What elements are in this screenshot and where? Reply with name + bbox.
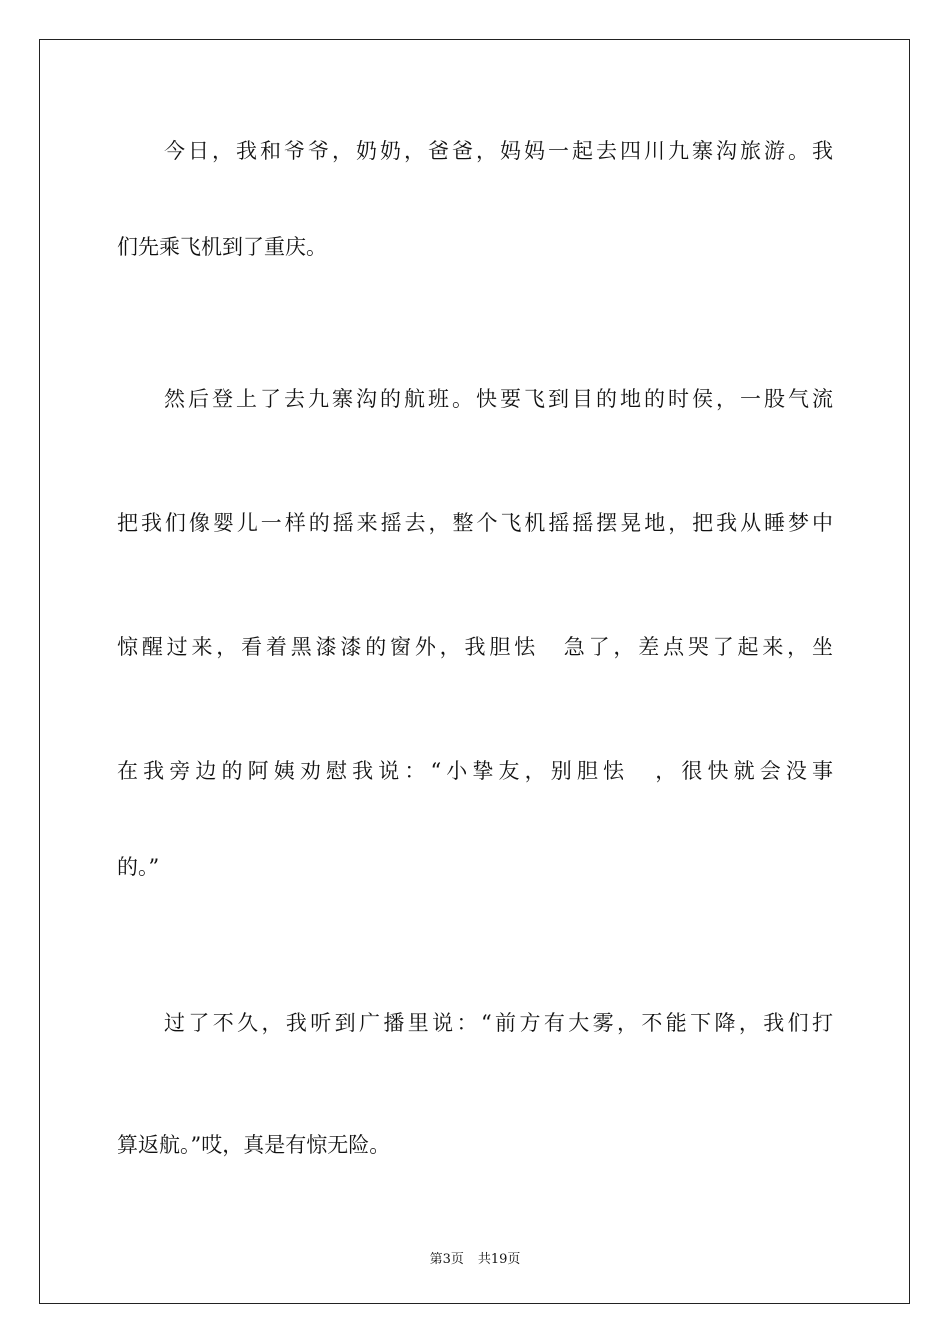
- paragraph-1-line-2: 们先乘飞机到了重庆。: [117, 235, 327, 259]
- page-number: 第3页: [429, 1252, 464, 1267]
- page-total: 共19页: [477, 1252, 521, 1267]
- page-footer: [0, 1248, 950, 1267]
- paragraph-2-line-4: 在我旁边的阿姨劝慰我说：“小挚友，别胆怯 ，很快就会没事: [117, 759, 833, 783]
- paragraph-2-line-1: 然后登上了去九寨沟的航班。快要飞到目的地的时侯，一股气流: [164, 387, 833, 411]
- paragraph-3-line-1: 过了不久，我听到广播里说：“前方有大雾，不能下降，我们打: [164, 1011, 833, 1035]
- paragraph-3-line-2: 算返航。”哎，真是有惊无险。: [117, 1133, 391, 1157]
- page-border: [39, 39, 910, 1304]
- paragraph-2-line-5: 的。”: [117, 855, 160, 879]
- paragraph-2-line-2: 把我们像婴儿一样的摇来摇去，整个飞机摇摇摆晃地，把我从睡梦中: [117, 511, 833, 535]
- paragraph-1-line-1: 今日，我和爷爷，奶奶，爸爸，妈妈一起去四川九寨沟旅游。我: [164, 139, 833, 163]
- paragraph-2-line-3: 惊醒过来，看着黑漆漆的窗外，我胆怯 急了，差点哭了起来，坐: [117, 635, 833, 659]
